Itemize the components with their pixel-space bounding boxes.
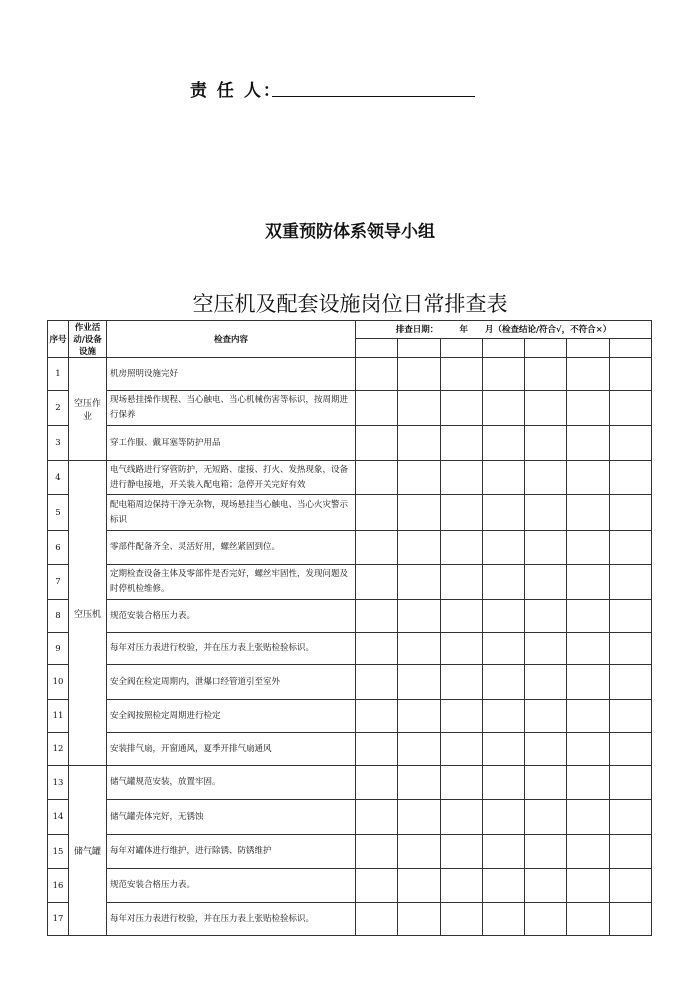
check-cell[interactable] <box>567 391 609 426</box>
header-check-column <box>356 338 398 357</box>
check-cell[interactable] <box>567 461 609 495</box>
check-cell[interactable] <box>356 565 398 600</box>
header-content: 检查内容 <box>107 321 356 358</box>
check-cell[interactable] <box>398 565 440 600</box>
check-cell[interactable] <box>567 665 609 700</box>
check-cell[interactable] <box>440 391 482 426</box>
check-cell[interactable] <box>609 391 651 426</box>
check-cell[interactable] <box>440 565 482 600</box>
row-content: 电气线路进行穿管防护，无短路、虚接、打火、发热现象，设备进行静电接地，开关装入配电箱；急停开关完好有效 <box>107 461 356 495</box>
row-seq: 15 <box>48 835 69 869</box>
check-cell[interactable] <box>567 565 609 600</box>
row-content: 储气罐壳体完好，无锈蚀 <box>107 800 356 835</box>
row-seq: 7 <box>48 565 69 600</box>
inspection-table <box>47 320 652 936</box>
check-cell[interactable] <box>482 565 524 600</box>
check-cell[interactable] <box>440 665 482 700</box>
check-cell[interactable] <box>398 733 440 766</box>
check-cell[interactable] <box>525 531 567 565</box>
row-content: 机房照明设施完好 <box>107 358 356 391</box>
row-content: 每年对罐体进行维护，进行除锈、防锈维护 <box>107 835 356 869</box>
check-cell[interactable] <box>567 633 609 665</box>
check-cell[interactable] <box>356 358 398 391</box>
check-cell[interactable] <box>482 633 524 665</box>
row-content: 现场悬挂操作规程、当心触电、当心机械伤害等标识，按周期进行保养 <box>107 391 356 426</box>
responsible-person-signature-line[interactable] <box>272 96 475 97</box>
check-cell[interactable] <box>440 495 482 531</box>
check-cell[interactable] <box>482 903 524 936</box>
check-cell[interactable] <box>482 600 524 633</box>
table-row <box>48 600 652 633</box>
check-cell[interactable] <box>398 358 440 391</box>
check-cell[interactable] <box>398 800 440 835</box>
header-check-column <box>609 338 651 357</box>
check-cell[interactable] <box>567 358 609 391</box>
table-row <box>48 495 652 531</box>
check-cell[interactable] <box>482 766 524 800</box>
header-check-column <box>567 338 609 357</box>
check-cell[interactable] <box>440 869 482 903</box>
header-check-column <box>482 338 524 357</box>
check-cell[interactable] <box>482 869 524 903</box>
check-cell[interactable] <box>567 426 609 461</box>
check-cell[interactable] <box>398 495 440 531</box>
row-seq: 10 <box>48 665 69 700</box>
check-cell[interactable] <box>525 391 567 426</box>
check-cell[interactable] <box>398 391 440 426</box>
check-cell[interactable] <box>356 495 398 531</box>
row-seq: 8 <box>48 600 69 633</box>
check-cell[interactable] <box>609 869 651 903</box>
check-cell[interactable] <box>525 665 567 700</box>
check-cell[interactable] <box>482 391 524 426</box>
table-row <box>48 733 652 766</box>
table-row <box>48 766 652 800</box>
check-cell[interactable] <box>398 461 440 495</box>
table-row <box>48 665 652 700</box>
check-cell[interactable] <box>356 531 398 565</box>
check-cell[interactable] <box>356 766 398 800</box>
check-cell[interactable] <box>609 358 651 391</box>
check-cell[interactable] <box>440 531 482 565</box>
check-cell[interactable] <box>440 800 482 835</box>
row-seq: 5 <box>48 495 69 531</box>
check-cell[interactable] <box>567 531 609 565</box>
check-cell[interactable] <box>525 800 567 835</box>
table-row <box>48 700 652 733</box>
row-seq: 16 <box>48 869 69 903</box>
check-cell[interactable] <box>398 531 440 565</box>
row-content: 每年对压力表进行校验，并在压力表上张贴检验标识。 <box>107 903 356 936</box>
check-cell[interactable] <box>567 766 609 800</box>
row-content: 规范安装合格压力表。 <box>107 869 356 903</box>
check-cell[interactable] <box>440 835 482 869</box>
check-cell[interactable] <box>398 426 440 461</box>
check-cell[interactable] <box>356 461 398 495</box>
check-cell[interactable] <box>356 800 398 835</box>
check-cell[interactable] <box>525 426 567 461</box>
check-cell[interactable] <box>356 633 398 665</box>
check-cell[interactable] <box>356 391 398 426</box>
row-seq: 3 <box>48 426 69 461</box>
check-cell[interactable] <box>482 665 524 700</box>
check-cell[interactable] <box>525 495 567 531</box>
header-check-column <box>525 338 567 357</box>
row-seq: 11 <box>48 700 69 733</box>
check-cell[interactable] <box>609 531 651 565</box>
row-group-activity: 空压机 <box>69 461 107 766</box>
header-check-column <box>398 338 440 357</box>
check-cell[interactable] <box>356 665 398 700</box>
table-row <box>48 565 652 600</box>
row-seq: 4 <box>48 461 69 495</box>
table-row <box>48 835 652 869</box>
check-cell[interactable] <box>609 835 651 869</box>
check-cell[interactable] <box>482 700 524 733</box>
check-cell[interactable] <box>525 766 567 800</box>
check-cell[interactable] <box>525 733 567 766</box>
check-cell[interactable] <box>356 426 398 461</box>
check-cell[interactable] <box>440 358 482 391</box>
table-row <box>48 461 652 495</box>
row-content: 安全阀在检定周期内，泄爆口经管道引至室外 <box>107 665 356 700</box>
check-cell[interactable] <box>440 426 482 461</box>
check-cell[interactable] <box>398 869 440 903</box>
row-content: 零部件配备齐全、灵活好用，螺丝紧固到位。 <box>107 531 356 565</box>
check-cell[interactable] <box>482 733 524 766</box>
check-cell[interactable] <box>609 495 651 531</box>
header-seq: 序号 <box>48 321 69 358</box>
check-cell[interactable] <box>609 461 651 495</box>
check-cell[interactable] <box>567 700 609 733</box>
check-cell[interactable] <box>525 700 567 733</box>
row-seq: 17 <box>48 903 69 936</box>
check-cell[interactable] <box>567 903 609 936</box>
check-cell[interactable] <box>482 495 524 531</box>
check-cell[interactable] <box>356 733 398 766</box>
check-cell[interactable] <box>398 700 440 733</box>
check-cell[interactable] <box>567 869 609 903</box>
check-cell[interactable] <box>525 869 567 903</box>
check-cell[interactable] <box>356 600 398 633</box>
check-cell[interactable] <box>609 903 651 936</box>
check-cell[interactable] <box>482 358 524 391</box>
row-seq: 2 <box>48 391 69 426</box>
check-cell[interactable] <box>440 766 482 800</box>
row-content: 穿工作服、戴耳塞等防护用品 <box>107 426 356 461</box>
check-cell[interactable] <box>609 800 651 835</box>
row-content: 每年对压力表进行校验，并在压力表上张贴检验标识。 <box>107 633 356 665</box>
row-content: 安全阀按照检定周期进行检定 <box>107 700 356 733</box>
row-seq: 13 <box>48 766 69 800</box>
page-title: 空压机及配套设施岗位日常排查表 <box>192 292 508 316</box>
table-row <box>48 391 652 426</box>
check-cell[interactable] <box>482 800 524 835</box>
check-cell[interactable] <box>440 903 482 936</box>
check-cell[interactable] <box>440 600 482 633</box>
check-cell[interactable] <box>398 766 440 800</box>
check-cell[interactable] <box>482 461 524 495</box>
row-group-activity: 空压作业 <box>69 358 107 461</box>
check-cell[interactable] <box>525 461 567 495</box>
check-cell[interactable] <box>356 700 398 733</box>
check-cell[interactable] <box>609 633 651 665</box>
header-check-date: 排查日期： 年 月（检查结论/符合√，不符合×） <box>356 321 652 339</box>
responsible-person-label: 责 任 人： <box>190 81 282 101</box>
header-activity: 作业活动/设备设施 <box>69 321 107 358</box>
check-cell[interactable] <box>482 426 524 461</box>
check-cell[interactable] <box>525 903 567 936</box>
table-row <box>48 800 652 835</box>
check-cell[interactable] <box>525 633 567 665</box>
table-row <box>48 531 652 565</box>
row-content: 定期检查设备主体及零部件是否完好，螺丝牢固性，发现问题及时停机检维修。 <box>107 565 356 600</box>
row-seq: 6 <box>48 531 69 565</box>
check-cell[interactable] <box>356 835 398 869</box>
group-name: 双重预防体系领导小组 <box>265 222 435 242</box>
check-cell[interactable] <box>567 800 609 835</box>
check-cell[interactable] <box>482 835 524 869</box>
row-content: 储气罐规范安装，放置牢固。 <box>107 766 356 800</box>
check-cell[interactable] <box>609 565 651 600</box>
row-content: 规范安装合格压力表。 <box>107 600 356 633</box>
check-cell[interactable] <box>398 835 440 869</box>
check-cell[interactable] <box>356 869 398 903</box>
row-seq: 14 <box>48 800 69 835</box>
table-row <box>48 426 652 461</box>
check-cell[interactable] <box>398 633 440 665</box>
check-cell[interactable] <box>440 461 482 495</box>
check-cell[interactable] <box>567 835 609 869</box>
check-cell[interactable] <box>609 426 651 461</box>
check-cell[interactable] <box>609 600 651 633</box>
check-cell[interactable] <box>567 495 609 531</box>
table-row <box>48 358 652 391</box>
check-cell[interactable] <box>525 358 567 391</box>
check-cell[interactable] <box>440 733 482 766</box>
row-content: 配电箱周边保持干净无杂物，现场悬挂当心触电、当心火灾警示标识 <box>107 495 356 531</box>
check-cell[interactable] <box>525 565 567 600</box>
check-cell[interactable] <box>398 665 440 700</box>
row-content: 安装排气扇，开窗通风，夏季开排气扇通风 <box>107 733 356 766</box>
check-cell[interactable] <box>567 733 609 766</box>
row-group-activity: 储气罐 <box>69 766 107 936</box>
check-cell[interactable] <box>482 531 524 565</box>
check-cell[interactable] <box>440 700 482 733</box>
header-check-column <box>440 338 482 357</box>
check-cell[interactable] <box>398 600 440 633</box>
check-cell[interactable] <box>398 903 440 936</box>
check-cell[interactable] <box>440 633 482 665</box>
check-cell[interactable] <box>609 665 651 700</box>
table-row <box>48 633 652 665</box>
check-cell[interactable] <box>356 903 398 936</box>
check-cell[interactable] <box>525 835 567 869</box>
table-row <box>48 903 652 936</box>
check-cell[interactable] <box>609 766 651 800</box>
row-seq: 9 <box>48 633 69 665</box>
row-seq: 12 <box>48 733 69 766</box>
check-cell[interactable] <box>525 600 567 633</box>
check-cell[interactable] <box>609 733 651 766</box>
check-cell[interactable] <box>609 700 651 733</box>
table-row <box>48 869 652 903</box>
row-seq: 1 <box>48 358 69 391</box>
check-cell[interactable] <box>567 600 609 633</box>
